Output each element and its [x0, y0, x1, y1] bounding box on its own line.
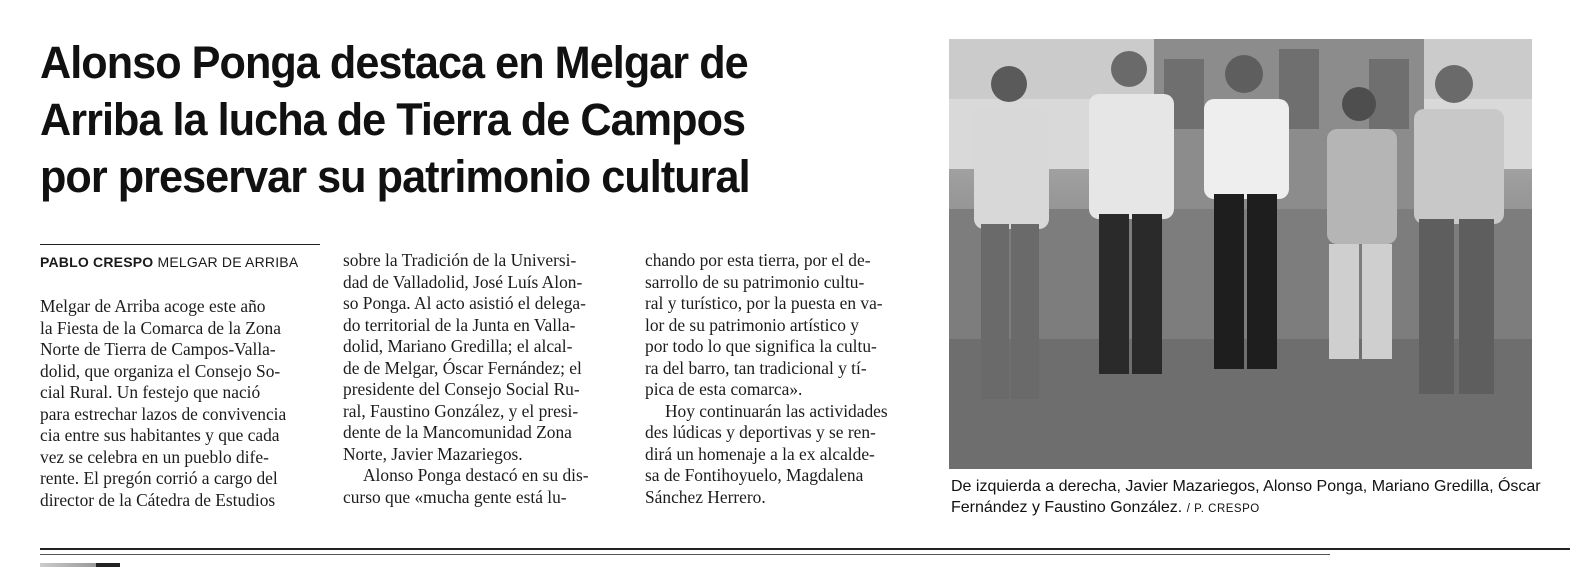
text-line: la Fiesta de la Comarca de la Zona — [40, 317, 281, 338]
page-mark — [40, 563, 120, 567]
text-line: pica de esta comarca». — [645, 379, 803, 399]
article-byline — [40, 244, 320, 270]
article-column-1 — [40, 296, 322, 511]
text-line: dolid, Mariano Gredilla; el alcal- — [343, 336, 573, 356]
text-line: para estrechar lazos de convivencia — [40, 403, 287, 424]
text-line: Norte de Tierra de Campos-Valla- — [40, 339, 276, 359]
headline-line: Arriba la lucha de Tierra de Campos — [40, 94, 746, 145]
caption-text: De izquierda a derecha, Javier Mazariegos, Alonso Ponga, Mariano Gredilla, Óscar Fernández y Faustino González. — [951, 478, 1541, 516]
text-line: des lúdicas y deportivas y se ren- — [645, 422, 876, 442]
byline-author: PABLO CRESPO — [40, 254, 154, 270]
text-line: por todo lo que significa la cultu- — [645, 336, 877, 356]
text-line: sa de Fontihoyuelo, Magdalena — [645, 465, 864, 485]
text-line: ra del barro, tan tradicional y tí- — [645, 357, 867, 378]
text-line: sarrollo de su patrimonio cultu- — [645, 271, 865, 292]
text-line: Norte, Javier Mazariegos. — [343, 443, 523, 464]
text-line: vez se celebra en un pueblo dife- — [40, 446, 269, 467]
text-line: so Ponga. Al acto asistió el delega- — [343, 293, 586, 313]
text-line: cial Rural. Un festejo que nació — [40, 382, 261, 402]
photo-credit: / P. CRESPO — [1186, 503, 1260, 515]
text-line: do territorial de la Junta en Valla- — [343, 314, 576, 335]
text-line: presidente del Consejo Social Ru- — [343, 379, 580, 399]
text-line: de de Melgar, Óscar Fernández; el — [343, 357, 582, 378]
text-line: cia entre sus habitantes y que cada — [40, 425, 280, 445]
bottom-rule-thin — [40, 554, 1330, 555]
text-line: rente. El pregón corrió a cargo del — [40, 468, 278, 488]
text-line: Melgar de Arriba acoge este año — [40, 296, 266, 316]
headline-line: por preservar su patrimonio cultural — [40, 151, 750, 202]
photo-caption — [951, 476, 1551, 520]
article-headline — [40, 34, 885, 205]
text-line: ral, Faustino González, y el presi- — [343, 400, 579, 421]
text-line: dirá un homenaje a la ex alcalde- — [645, 443, 875, 464]
text-line: dente de la Mancomunidad Zona — [343, 422, 572, 442]
text-line: dolid, que organiza el Consejo So- — [40, 360, 281, 381]
byline-location: MELGAR DE ARRIBA — [157, 254, 299, 270]
text-line: Sánchez Herrero. — [645, 486, 766, 507]
article-column-2 — [343, 250, 625, 508]
text-line: lor de su patrimonio artístico y — [645, 314, 859, 335]
group-photo-illustration — [949, 39, 1532, 469]
article-photo — [949, 39, 1532, 469]
text-line: ral y turístico, por la puesta en va- — [645, 293, 883, 313]
text-line: curso que «mucha gente está lu- — [343, 486, 567, 507]
text-line: chando por esta tierra, por el de- — [645, 250, 871, 270]
text-line: sobre la Tradición de la Universi- — [343, 250, 577, 270]
text-line: Alonso Ponga destacó en su dis- — [363, 465, 589, 485]
headline-line: Alonso Ponga destaca en Melgar de — [40, 37, 748, 88]
text-line: Hoy continuarán las actividades — [665, 400, 888, 421]
bottom-rule — [40, 548, 1570, 550]
article-column-3 — [645, 250, 930, 508]
text-line: director de la Cátedra de Estudios — [40, 489, 276, 510]
text-line: dad de Valladolid, José Luís Alon- — [343, 271, 583, 292]
